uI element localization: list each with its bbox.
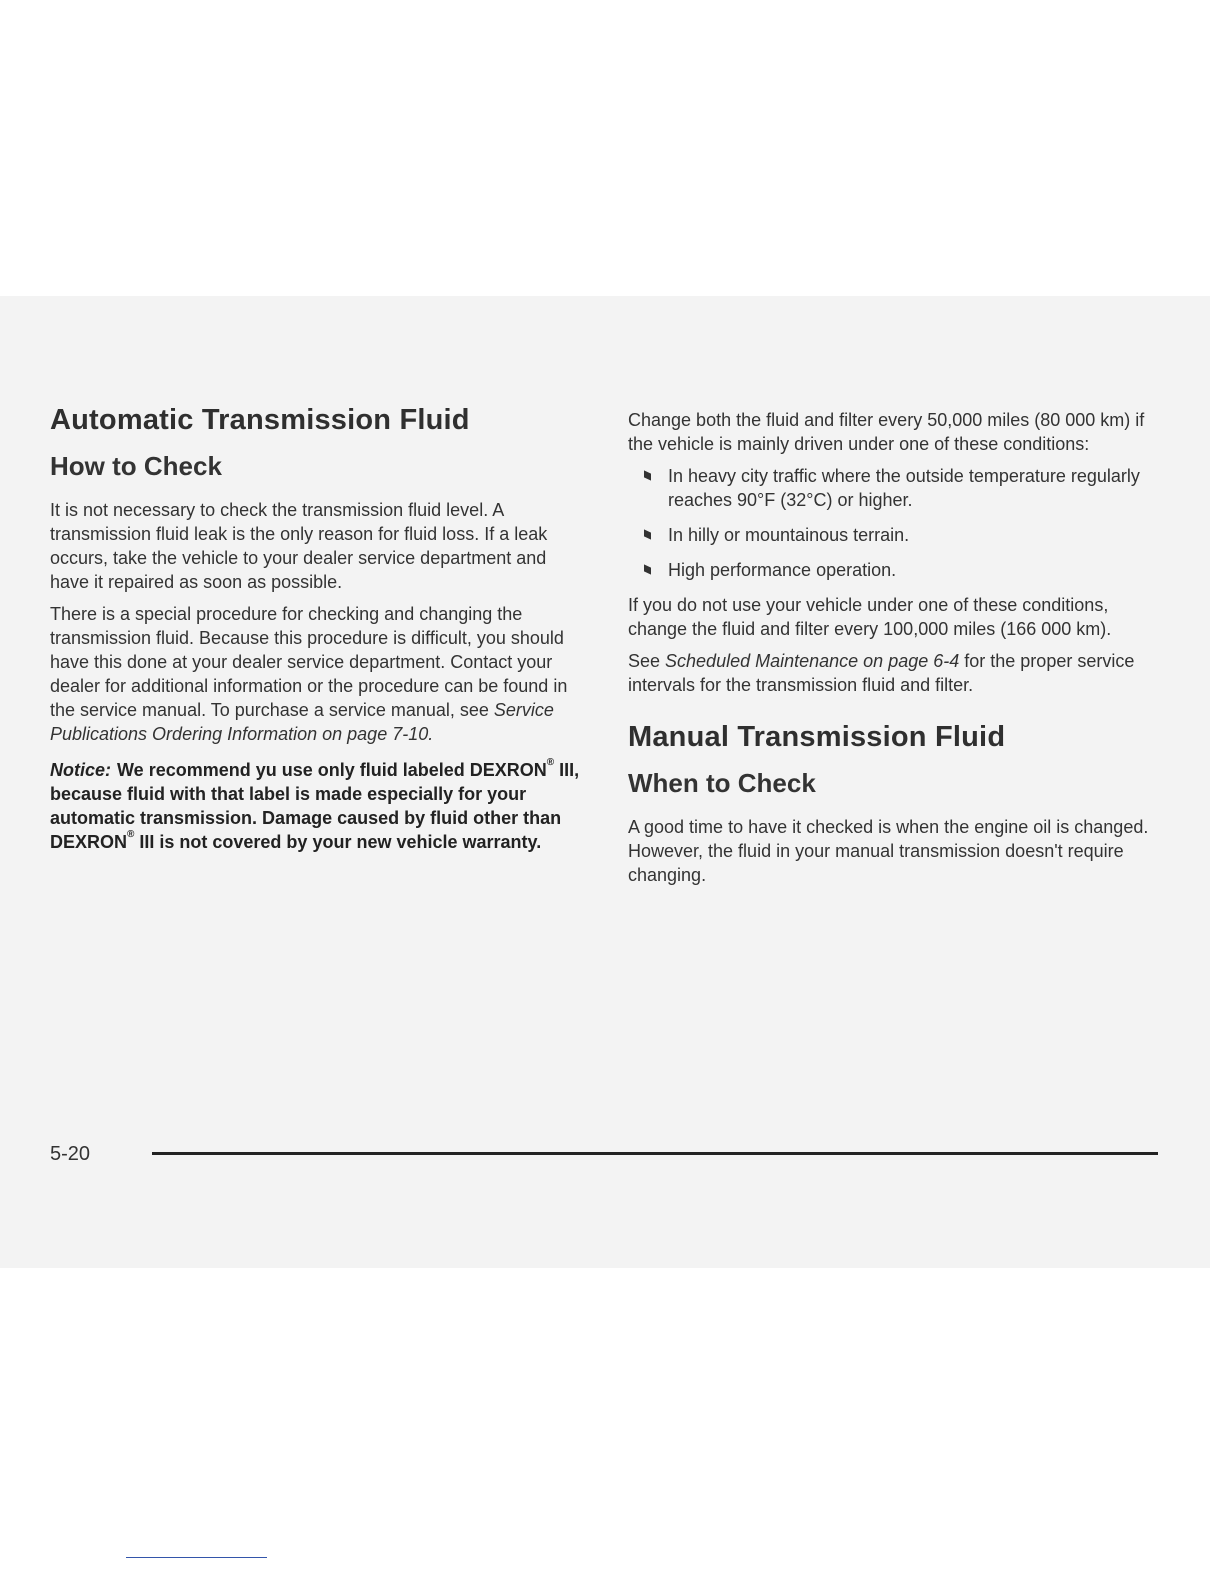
subsection-how-to-check: How to Check <box>50 451 222 481</box>
paragraph-change-interval: Change both the fluid and filter every 50,000 miles (80 000 km) if the vehicle is mainly driven under one of these conditions: <box>628 410 1145 454</box>
bullet-icon <box>644 529 651 539</box>
scheduled-maintenance-reference[interactable]: Scheduled Maintenance on page 6-4 <box>665 651 960 671</box>
bullet-icon <box>644 470 651 480</box>
notice-label: Notice: <box>50 760 112 780</box>
notice-text-2: III, because fluid with that label is made especially for your automatic transmission. Damage caused by fluid other than DEXRON <box>50 760 580 852</box>
service-publications-reference[interactable]: Service Publications Ordering Information on page 7-10. <box>50 700 554 744</box>
paragraph-procedure <box>50 602 590 746</box>
list-item: In hilly or mountainous terrain. <box>628 523 1168 547</box>
right-column <box>628 408 1168 895</box>
subsection-when-to-check: When to Check <box>628 768 816 798</box>
list-item: In heavy city traffic where the outside temperature regularly reaches 90°F (32°C) or higher. <box>628 464 1168 512</box>
procedure-text: There is a special procedure for checking and changing the transmission fluid. Because this procedure is difficult, you should have this done at your dealer service department. Contact your dealer for additional information or the procedure can be found in the service manual. To purchase a service manual, see <box>50 604 568 720</box>
paragraph-leak: It is not necessary to check the transmission fluid level. A transmission fluid leak is the only reason for fluid loss. If a leak occurs, take the vehicle to your dealer service department and have it repaired as soon as possible. <box>50 500 548 592</box>
bottom-link-underline <box>126 1557 267 1558</box>
left-column <box>50 404 590 862</box>
footer-divider <box>152 1152 1158 1155</box>
section-title-manual: Manual Transmission Fluid <box>628 721 1006 753</box>
paragraph-normal-interval: If you do not use your vehicle under one of these conditions, change the fluid and filter every 100,000 miles (166 000 km). <box>628 595 1112 639</box>
registered-mark: ® <box>546 757 555 768</box>
notice-box <box>50 758 590 854</box>
bullet-icon <box>644 564 651 574</box>
notice-text-3: III is not covered by your new vehicle warranty. <box>134 832 542 852</box>
list-item: High performance operation. <box>628 558 1168 582</box>
page-number: 5-20 <box>50 1143 91 1165</box>
conditions-list <box>628 464 1168 582</box>
paragraph-manual-check: A good time to have it checked is when the engine oil is changed. However, the fluid in your manual transmission doesn't require changing. <box>628 817 1149 885</box>
registered-mark: ® <box>127 829 135 840</box>
notice-text-1: We recommend yu use only fluid labeled DEXRON <box>117 760 547 780</box>
paragraph-see-maintenance: See Scheduled Maintenance on page 6-4 for the proper service intervals for the transmission fluid and filter. <box>628 651 1135 695</box>
section-title-automatic: Automatic Transmission Fluid <box>50 404 470 436</box>
